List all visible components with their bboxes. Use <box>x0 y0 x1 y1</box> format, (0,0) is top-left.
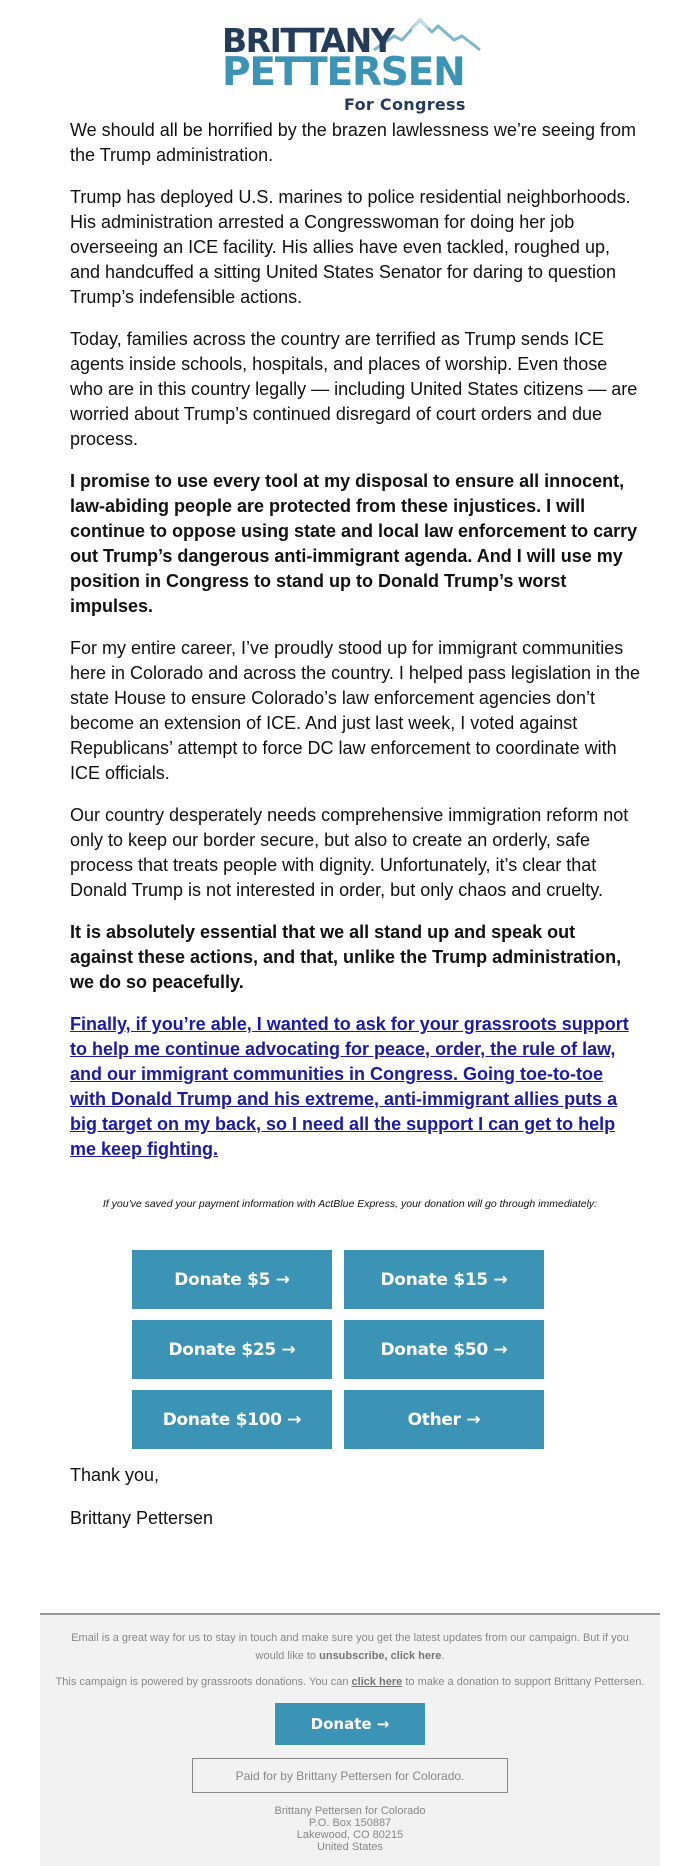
footer-powered-text <box>50 1675 650 1689</box>
address-line: P.O. Box 150887 <box>308 1817 392 1829</box>
donate-50-button[interactable]: Donate $50 → <box>344 1320 544 1379</box>
footer-donate-link[interactable]: click here <box>351 1676 403 1688</box>
donate-100-button[interactable]: Donate $100 → <box>132 1390 332 1449</box>
actblue-express-note: If you've saved your payment information with ActBlue Express, your donation will go through immediately: <box>102 1198 598 1210</box>
address-line: Lakewood, CO 80215 <box>296 1829 404 1841</box>
unsubscribe-link[interactable]: unsubscribe, click here <box>319 1650 442 1662</box>
footer-email-copy: Email is a great way for us to stay in touch and make sure you get the latest updates from our campaign. But if you would like to <box>71 1632 629 1662</box>
email-body <box>70 118 640 1179</box>
footer-powered-post: to make a donation to support Brittany Pettersen. <box>405 1676 645 1688</box>
logo-tagline: For Congress <box>344 95 466 114</box>
signoff <box>70 1463 213 1531</box>
signoff-name: Brittany Pettersen <box>70 1508 214 1528</box>
footer-email-text: Email is a great way for us to stay in touch and make sure you get the latest updates from our campaign. But if you would like to unsubscribe, click here. <box>71 1632 629 1662</box>
paid-for-disclaimer: Paid for by Brittany Pettersen for Colorado. <box>192 1758 508 1793</box>
footer-donate-button[interactable]: Donate → <box>275 1703 425 1745</box>
paragraph: We should all be horrified by the brazen lawlessness we’re seeing from the Trump administration. <box>70 120 636 165</box>
donation-ask-link[interactable]: Finally, if you’re able, I wanted to ask for your grassroots support to help me continue advocating for peace, order, the rule of law, and our immigrant communities in Congress. Going toe-to-toe with Donald Trump and his extreme, anti-immigrant allies puts a big target on my back, so I need all the support I can get to help me keep fighting. <box>70 1014 629 1159</box>
email-footer <box>40 1613 660 1866</box>
paragraph-bold: I promise to use every tool at my disposal to ensure all innocent, law-abiding people are protected from these injustices. I will continue to oppose using state and local law enforcement to carry out Trump’s dangerous anti-immigrant agenda. And I will use my position in Congress to stand up to Donald Trump’s worst impulses. <box>70 471 638 616</box>
paragraph-bold: It is absolutely essential that we all stand up and speak out against these actions, and that, unlike the Trump administration, we do so peacefully. <box>70 922 622 992</box>
campaign-logo[interactable] <box>222 16 482 114</box>
signoff-thanks: Thank you, <box>70 1465 160 1485</box>
logo-first-name: BRITTANY <box>222 21 394 60</box>
logo-last-name: PETTERSEN <box>222 50 465 95</box>
paragraph: Our country desperately needs comprehensive immigration reform not only to keep our border secure, but also to create an orderly, safe process that treats people with dignity. Unfortunately, it’s clear that Donald Trump is not interested in order, but only chaos and cruelty. <box>70 805 629 900</box>
paragraph: Today, families across the country are terrified as Trump sends ICE agents inside schools, hospitals, and places of worship. Even those who are in this country legally — including United States citizens — are worried about Trump’s continued disregard of court orders and due process. <box>70 329 638 449</box>
paragraph: Trump has deployed U.S. marines to police residential neighborhoods. His administration arrested a Congresswoman for doing her job overseeing an ICE facility. His allies have even tackled, roughed up, and handcuffed a sitting United States Senator for daring to question Trump’s indefensible actions. <box>70 187 631 307</box>
address-line: Brittany Pettersen for Colorado <box>274 1805 426 1817</box>
paragraph: For my entire career, I’ve proudly stood up for immigrant communities here in Colorado and across the country. I helped pass legislation in the state House to ensure Colorado’s law enforcement agencies don’t become an extension of ICE. And just last week, I voted against Republicans’ attempt to force DC law enforcement to coordinate with ICE officials. <box>70 638 641 783</box>
donate-15-button[interactable]: Donate $15 → <box>344 1250 544 1309</box>
donate-other-button[interactable]: Other → <box>344 1390 544 1449</box>
donate-5-button[interactable]: Donate $5 → <box>132 1250 332 1309</box>
footer-powered-pre: This campaign is powered by grassroots donations. You can <box>55 1676 349 1688</box>
donate-25-button[interactable]: Donate $25 → <box>132 1320 332 1379</box>
mailing-address <box>40 1805 660 1853</box>
address-line: United States <box>316 1841 384 1853</box>
email-header <box>0 0 700 112</box>
